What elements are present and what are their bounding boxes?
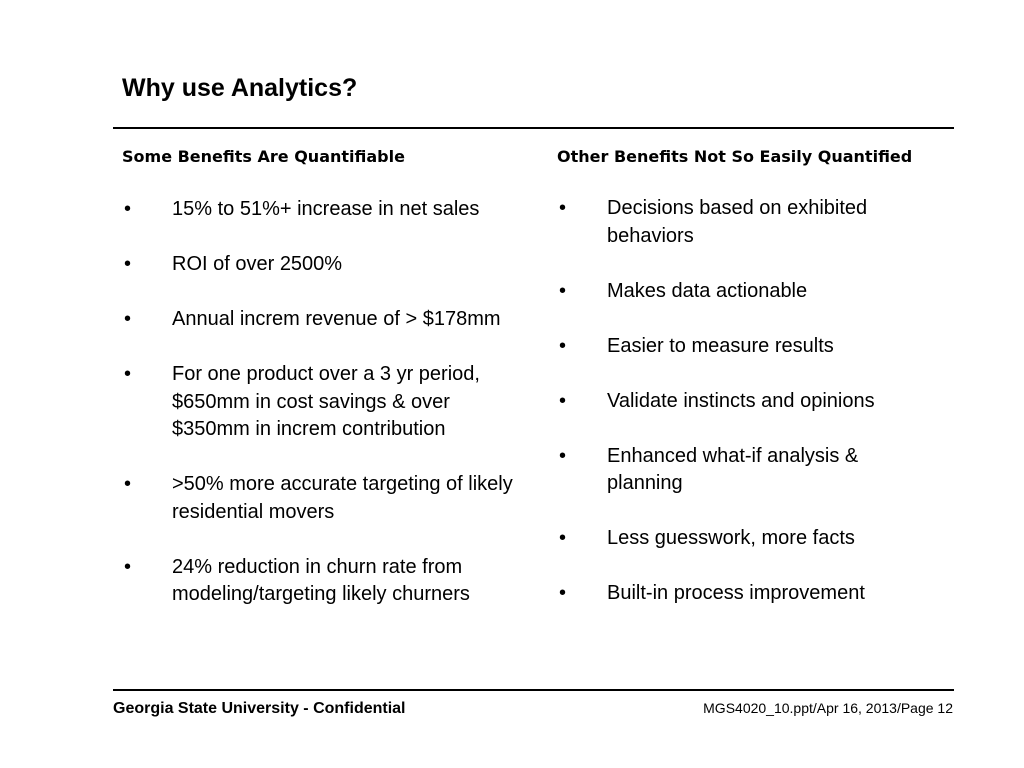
list-item xyxy=(557,443,927,498)
right-column xyxy=(557,145,927,608)
list-item xyxy=(557,278,927,306)
list-item xyxy=(122,306,522,334)
bullet-icon: • xyxy=(559,582,567,604)
bullet-icon: • xyxy=(124,253,132,275)
bullet-icon: • xyxy=(559,444,567,467)
list-item-text: Enhanced what-if analysis & planning xyxy=(607,444,859,494)
list-item xyxy=(122,196,522,224)
bullet-icon: • xyxy=(124,555,132,578)
bottom-divider xyxy=(113,689,954,691)
bullet-icon: • xyxy=(559,334,567,357)
list-item xyxy=(122,471,522,526)
left-column-heading: Some Benefits Are Quantifiable xyxy=(122,147,405,166)
footer-organization: Georgia State University - Confidential xyxy=(113,700,406,717)
list-item-text: 24% reduction in churn rate from modeling/targeting likely churners xyxy=(172,555,470,605)
list-item-text: For one product over a 3 yr period, $650mm in cost savings & over $350mm in increm contribution xyxy=(172,363,480,440)
list-item xyxy=(557,388,927,416)
list-item-text: 15% to 51%+ increase in net sales xyxy=(172,198,480,220)
list-item-text: Less guesswork, more facts xyxy=(607,527,855,549)
list-item-text: ROI of over 2500% xyxy=(172,253,343,275)
bullet-icon: • xyxy=(559,389,567,412)
slide-title: Why use Analytics? xyxy=(122,74,358,102)
bullet-icon: • xyxy=(559,197,567,219)
footer-page-info: MGS4020_10.ppt/Apr 16, 2013/Page 12 xyxy=(703,700,953,716)
list-item-text: Annual increm revenue of > $178mm xyxy=(172,308,501,330)
right-column-heading: Other Benefits Not So Easily Quantified xyxy=(557,147,913,166)
bullet-icon: • xyxy=(559,527,567,549)
list-item-text: Makes data actionable xyxy=(607,279,808,302)
bullet-icon: • xyxy=(124,473,132,495)
left-benefits-list xyxy=(122,196,522,609)
list-item xyxy=(557,525,927,553)
list-item xyxy=(122,361,522,444)
bullet-icon: • xyxy=(124,308,132,330)
top-divider xyxy=(113,127,954,129)
list-item xyxy=(122,554,522,609)
list-item xyxy=(557,580,927,608)
list-item-text: Built-in process improvement xyxy=(607,582,865,604)
list-item-text: >50% more accurate targeting of likely residential movers xyxy=(172,473,513,523)
bullet-icon: • xyxy=(124,363,132,385)
list-item xyxy=(557,333,927,361)
bullet-icon: • xyxy=(559,279,567,302)
right-benefits-list xyxy=(557,195,927,608)
list-item-text: Decisions based on exhibited behaviors xyxy=(607,197,868,247)
list-item xyxy=(557,195,927,250)
list-item-text: Validate instincts and opinions xyxy=(607,389,875,412)
bullet-icon: • xyxy=(124,198,132,220)
list-item-text: Easier to measure results xyxy=(607,334,834,357)
left-column xyxy=(122,145,522,609)
list-item xyxy=(122,251,522,279)
